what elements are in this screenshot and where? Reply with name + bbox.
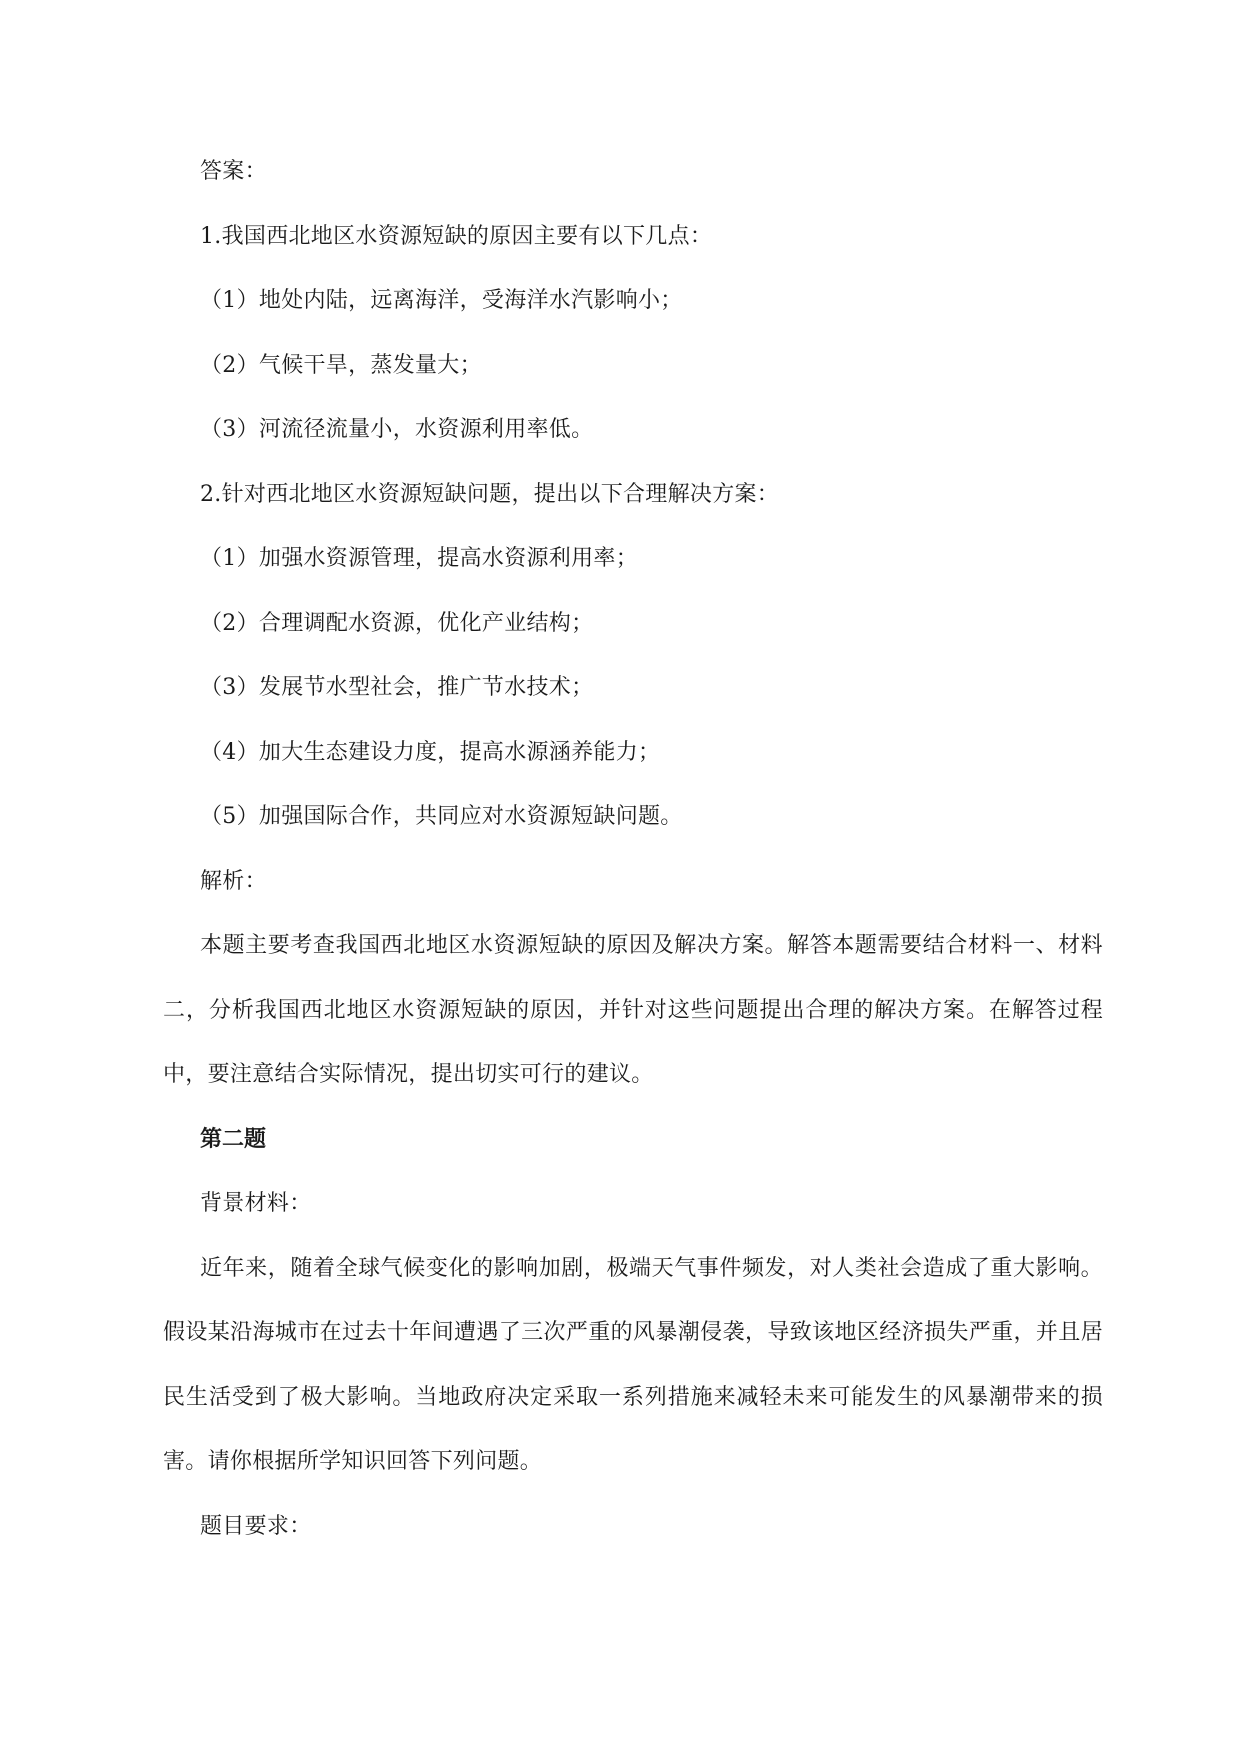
question-2-item: （4）加大生态建设力度，提高水源涵养能力； (200, 739, 661, 765)
question-2-item: （2）合理调配水资源，优化产业结构； (200, 610, 594, 636)
question-2-item: （3）发展节水型社会，推广节水技术； (200, 675, 594, 700)
background-paragraph: 近年来，随着全球气候变化的影响加剧，极端天气事件频发，对人类社会造成了重大影响。假设某沿海城市在过去十年间遭遇了三次严重的风暴潮侵袭，导致该地区经济损失严重，并且居民生活受到了极大影响。当地政府决定采取一系列措施来减轻未来可能发生的风暴潮带来的损害。请你根据所学知识回答下列问题。 (163, 1255, 1103, 1474)
question-1-heading: 1.我国西北地区水资源短缺的原因主要有以下几点： (200, 223, 713, 249)
document-body (163, 140, 1103, 1559)
question-2-heading: 2.针对西北地区水资源短缺问题，提出以下合理解决方案： (200, 481, 780, 507)
question-1-item: （3）河流径流量小，水资源利用率低。 (200, 417, 594, 442)
question-2-item: （1）加强水资源管理，提高水资源利用率； (200, 546, 638, 571)
question-1-item: （2）气候干旱，蒸发量大； (200, 352, 482, 378)
requirements-label: 题目要求： (200, 1513, 312, 1539)
answer-label: 答案： (200, 159, 267, 184)
question-2-item: （5）加强国际合作，共同应对水资源短缺问题。 (200, 804, 683, 829)
analysis-label: 解析： (200, 868, 267, 894)
analysis-paragraph: 本题主要考查我国西北地区水资源短缺的原因及解决方案。解答本题需要结合材料一、材料二，分析我国西北地区水资源短缺的原因，并针对这些问题提出合理的解决方案。在解答过程中，要注意结合实际情况，提出切实可行的建议。 (163, 933, 1103, 1087)
question-1-item: （1）地处内陆，远离海洋，受海洋水汽影响小； (200, 288, 683, 313)
section-2-heading: 第二题 (200, 1126, 267, 1152)
background-label: 背景材料： (200, 1191, 312, 1216)
